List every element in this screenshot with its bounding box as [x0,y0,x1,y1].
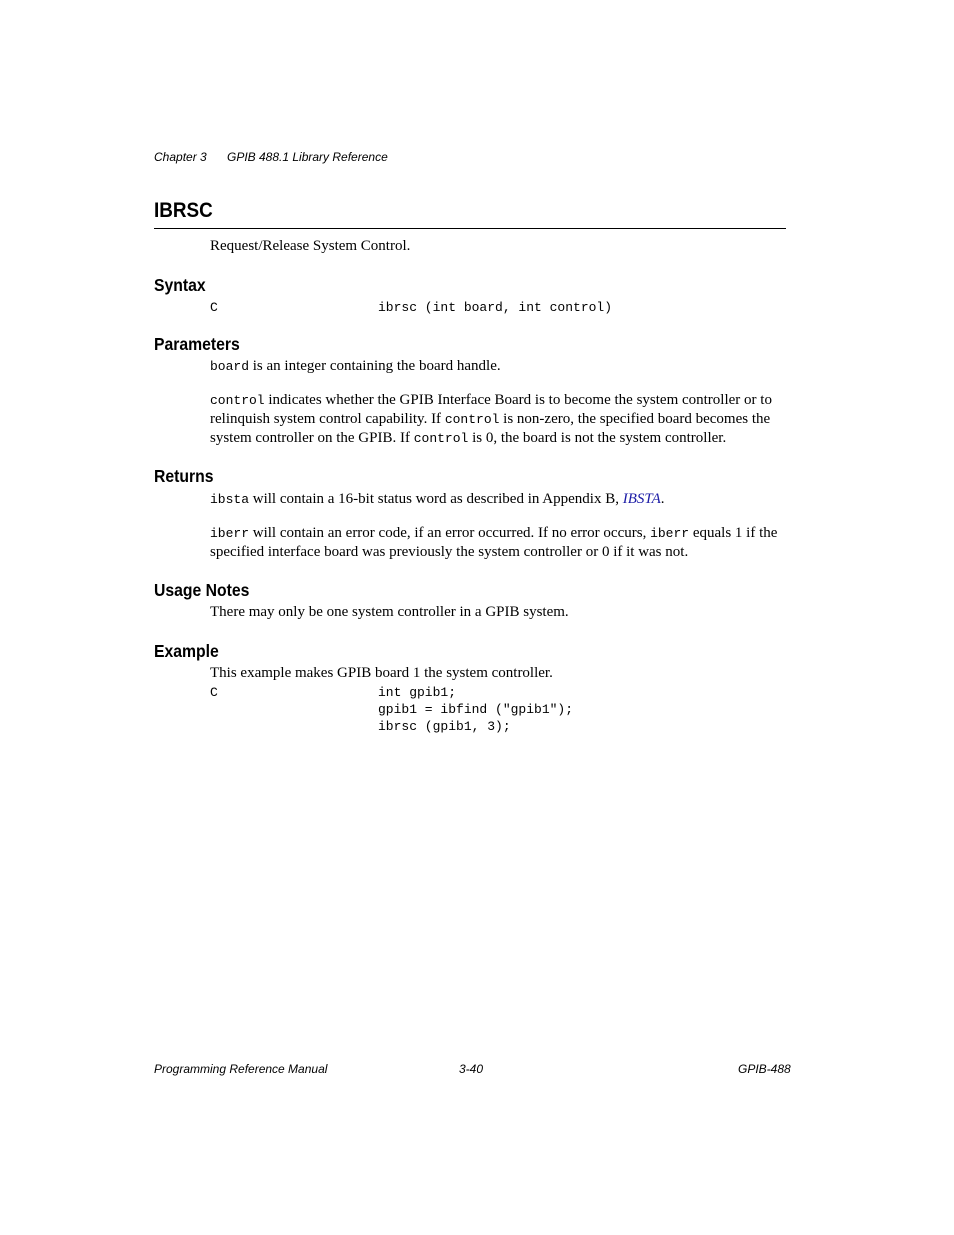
syntax-lang: C [210,300,218,315]
function-description: Request/Release System Control. [210,238,411,254]
control-param-name-3: control [413,431,469,446]
header-chapter: Chapter 3 [154,150,207,164]
ibsta-link[interactable]: IBSTA [622,491,661,507]
syntax-code: ibrsc (int board, int control) [378,300,613,315]
returns-heading: Returns [154,466,214,486]
footer-product: GPIB-488 [738,1062,791,1076]
iberr-desc-2: equals 1 if the specified interface board was previously the system controller or 0 if it was not. [210,525,778,560]
usage-notes-heading: Usage Notes [154,580,250,600]
title-rule [154,228,786,229]
iberr-paragraph [210,524,786,562]
ibsta-param-name: ibsta [210,492,250,507]
example-code-line: gpib1 = ibfind ("gpib1"); [378,702,574,717]
ibsta-desc: will contain a 16-bit status word as described in Appendix B, [249,491,623,507]
usage-notes-text: There may only be one system controller in a GPIB system. [210,604,569,620]
example-text: This example makes GPIB board 1 the system controller. [210,665,553,681]
example-lang: C [210,685,218,700]
syntax-heading: Syntax [154,275,206,295]
footer-page-number: 3-40 [459,1062,484,1076]
control-param-desc-1: indicates whether the GPIB Interface Board is to become the system controller or to relinquish system control capability. If [210,392,772,427]
control-param-name-2: control [444,412,500,427]
ibsta-end: . [660,491,665,507]
control-param-paragraph [210,391,786,448]
control-param-desc-2: is non-zero, the specified board becomes the system controller on the GPIB. If [210,411,771,446]
header-section: GPIB 488.1 Library Reference [227,150,388,164]
example-code-line: int gpib1; [378,685,457,700]
control-param-name: control [210,393,265,408]
board-param-paragraph [210,357,786,376]
ibsta-paragraph [210,490,786,509]
page-title: IBRSC [154,199,213,222]
parameters-heading: Parameters [154,334,240,354]
iberr-param-name: iberr [210,526,250,541]
control-param-desc-3: is 0, the board is not the system controller. [468,430,727,446]
footer-manual-title: Programming Reference Manual [154,1062,328,1076]
example-heading: Example [154,641,219,661]
board-param-desc: is an integer containing the board handle. [249,358,501,374]
iberr-desc-1: will contain an error code, if an error occurred. If no error occurs, [249,525,651,541]
example-code-line: ibrsc (gpib1, 3); [378,719,511,734]
board-param-name: board [210,359,250,374]
iberr-param-name-2: iberr [650,526,690,541]
